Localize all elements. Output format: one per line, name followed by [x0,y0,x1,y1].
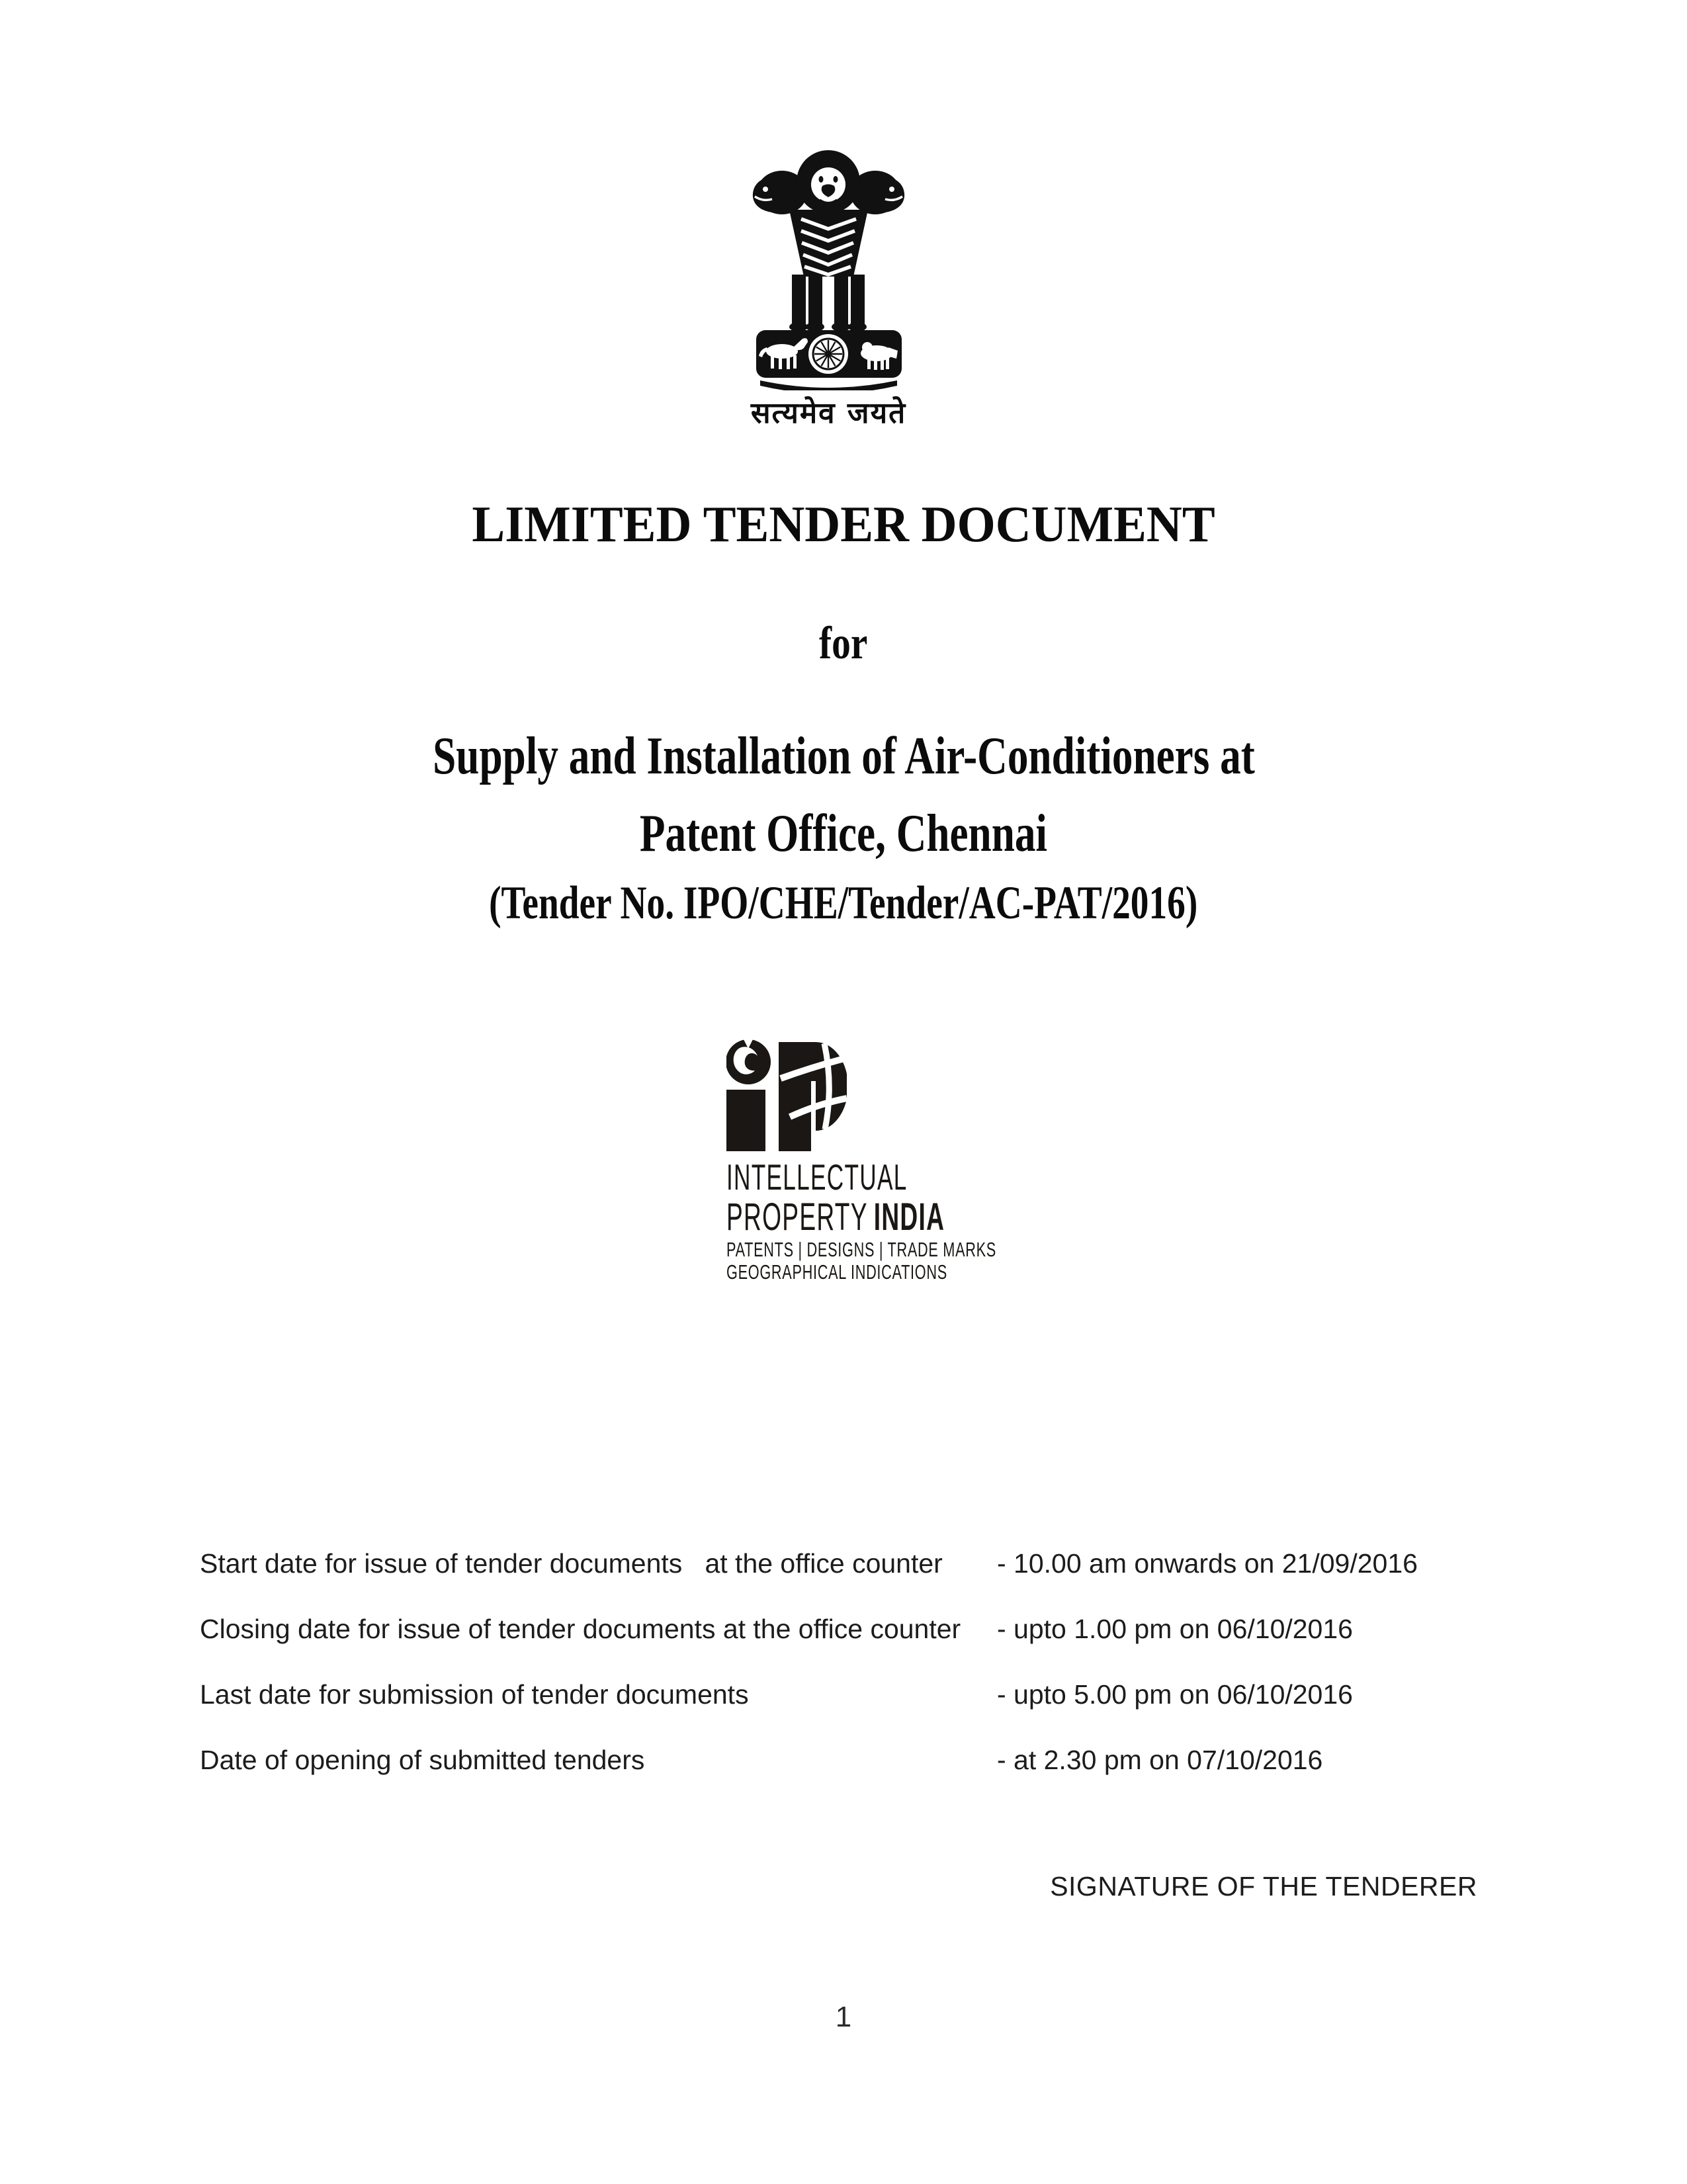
ip-logo-line-4: GEOGRAPHICAL INDICATIONS [726,1260,947,1284]
schedule-label: Date of opening of submitted tenders [200,1745,645,1775]
schedule-value: - 10.00 am onwards on 21/09/2016 [997,1548,1418,1579]
ip-india-logo-mark-icon [726,1037,847,1151]
schedule-row-closing-date [200,1612,1496,1645]
schedule-row-start-date [200,1547,1496,1580]
lion-capital-icon [718,149,939,390]
schedule-row-submission-date [200,1678,1496,1711]
ip-logo-property: PROPERTY [726,1196,868,1239]
schedule-label: Closing date for issue of tender documents at the office counter [200,1614,961,1644]
emblem-motto: सत्यमेव जयते [750,396,907,430]
national-emblem-of-india [718,149,939,390]
subject-line-1: Supply and Installation of Air-Conditioners at [432,727,1255,785]
title-connector: for [819,618,868,669]
schedule-label: Last date for submission of tender documents [200,1679,749,1710]
ip-india-logo [726,1037,996,1299]
schedule-value: - upto 1.00 pm on 06/10/2016 [997,1614,1353,1644]
ip-logo-india: INDIA [873,1196,945,1239]
page-number: 1 [835,2001,852,2033]
schedule-value: - upto 5.00 pm on 06/10/2016 [997,1679,1353,1710]
tender-schedule [200,1547,1496,1809]
schedule-value: - at 2.30 pm on 07/10/2016 [997,1745,1323,1775]
schedule-row-opening-date [200,1743,1496,1776]
ip-logo-line-1: INTELLECTUAL [726,1157,908,1198]
ip-logo-line-2 [726,1195,1068,1239]
tender-number-line: (Tender No. IPO/CHE/Tender/AC-PAT/2016) [489,877,1198,929]
schedule-label: Start date for issue of tender documents at the office counter [200,1548,943,1579]
ip-logo-line-3: PATENTS | DESIGNS | TRADE MARKS [726,1238,996,1261]
document-title: LIMITED TENDER DOCUMENT [472,496,1215,552]
signature-of-tenderer-line: SIGNATURE OF THE TENDERER [1050,1871,1477,1901]
subject-line-2: Patent Office, Chennai [639,805,1048,863]
